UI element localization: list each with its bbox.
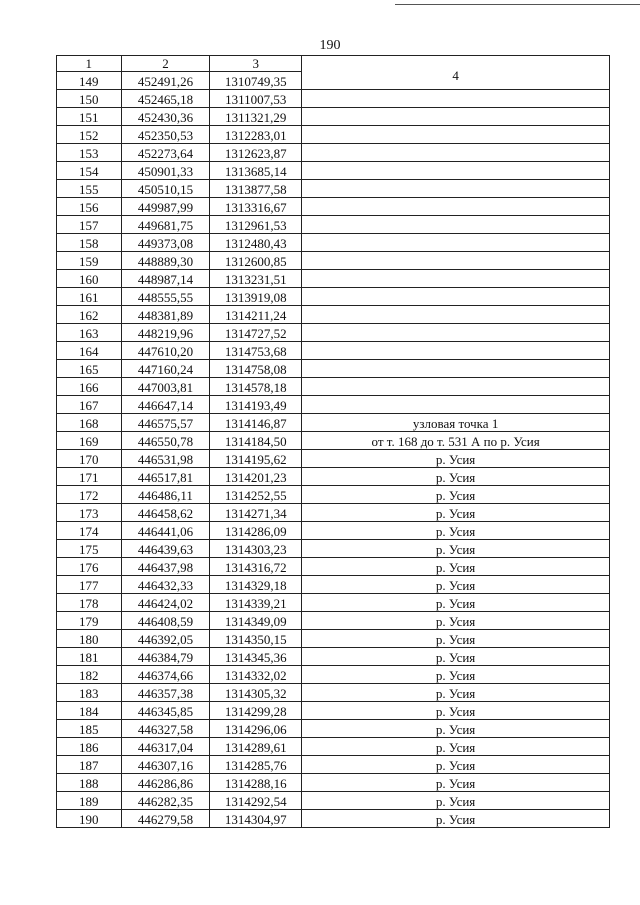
row-description (302, 288, 610, 306)
table-row (57, 486, 610, 504)
row-y-coordinate: 1312283,01 (210, 126, 302, 144)
row-point-number: 152 (57, 126, 122, 144)
table-row (57, 288, 610, 306)
row-point-number: 179 (57, 612, 122, 630)
row-description (302, 126, 610, 144)
row-description: р. Усия (302, 792, 610, 810)
row-y-coordinate: 1314316,72 (210, 558, 302, 576)
row-description (302, 324, 610, 342)
table-header-row (57, 56, 610, 72)
row-x-coordinate: 446550,78 (121, 432, 210, 450)
row-x-coordinate: 446286,86 (121, 774, 210, 792)
row-x-coordinate: 446439,63 (121, 540, 210, 558)
row-x-coordinate: 446437,98 (121, 558, 210, 576)
row-description: р. Усия (302, 756, 610, 774)
row-y-coordinate: 1314296,06 (210, 720, 302, 738)
table-row (57, 612, 610, 630)
row-y-coordinate: 1311321,29 (210, 108, 302, 126)
table-row (57, 90, 610, 108)
row-x-coordinate: 446575,57 (121, 414, 210, 432)
row-description: р. Усия (302, 684, 610, 702)
row-x-coordinate: 446432,33 (121, 576, 210, 594)
row-description: р. Усия (302, 594, 610, 612)
row-point-number: 156 (57, 198, 122, 216)
row-description (302, 234, 610, 252)
row-point-number: 180 (57, 630, 122, 648)
header-col-3: 3 (210, 56, 302, 72)
row-point-number: 189 (57, 792, 122, 810)
table-row (57, 414, 610, 432)
row-x-coordinate: 447610,20 (121, 342, 210, 360)
row-x-coordinate: 452465,18 (121, 90, 210, 108)
row-description: р. Усия (302, 666, 610, 684)
row-point-number: 150 (57, 90, 122, 108)
row-x-coordinate: 446307,16 (121, 756, 210, 774)
row-description: от т. 168 до т. 531 А по р. Усия (302, 432, 610, 450)
row-description: р. Усия (302, 720, 610, 738)
row-description: р. Усия (302, 522, 610, 540)
row-point-number: 185 (57, 720, 122, 738)
table-row (57, 342, 610, 360)
row-x-coordinate: 447003,81 (121, 378, 210, 396)
row-description (302, 270, 610, 288)
coordinates-table (56, 55, 610, 828)
row-x-coordinate: 448889,30 (121, 252, 210, 270)
row-description (302, 216, 610, 234)
row-y-coordinate: 1312623,87 (210, 144, 302, 162)
row-y-coordinate: 1314201,23 (210, 468, 302, 486)
row-description: р. Усия (302, 540, 610, 558)
row-point-number: 169 (57, 432, 122, 450)
row-description: р. Усия (302, 630, 610, 648)
row-description (302, 342, 610, 360)
row-point-number: 174 (57, 522, 122, 540)
row-point-number: 166 (57, 378, 122, 396)
row-y-coordinate: 1314753,68 (210, 342, 302, 360)
row-y-coordinate: 1314285,76 (210, 756, 302, 774)
row-point-number: 168 (57, 414, 122, 432)
row-x-coordinate: 446279,58 (121, 810, 210, 828)
row-point-number: 177 (57, 576, 122, 594)
row-point-number: 190 (57, 810, 122, 828)
row-point-number: 182 (57, 666, 122, 684)
table-row (57, 630, 610, 648)
row-x-coordinate: 449681,75 (121, 216, 210, 234)
row-point-number: 153 (57, 144, 122, 162)
row-description: р. Усия (302, 576, 610, 594)
row-y-coordinate: 1310749,35 (210, 72, 302, 90)
row-x-coordinate: 446384,79 (121, 648, 210, 666)
top-edge-rule (395, 4, 640, 5)
row-point-number: 187 (57, 756, 122, 774)
row-point-number: 161 (57, 288, 122, 306)
row-x-coordinate: 448381,89 (121, 306, 210, 324)
row-x-coordinate: 452491,26 (121, 72, 210, 90)
row-y-coordinate: 1314345,36 (210, 648, 302, 666)
row-y-coordinate: 1314184,50 (210, 432, 302, 450)
row-description: р. Усия (302, 558, 610, 576)
row-x-coordinate: 446424,02 (121, 594, 210, 612)
row-point-number: 183 (57, 684, 122, 702)
row-y-coordinate: 1314578,18 (210, 378, 302, 396)
row-x-coordinate: 448987,14 (121, 270, 210, 288)
row-x-coordinate: 447160,24 (121, 360, 210, 378)
row-y-coordinate: 1314304,97 (210, 810, 302, 828)
row-y-coordinate: 1314727,52 (210, 324, 302, 342)
row-y-coordinate: 1311007,53 (210, 90, 302, 108)
row-point-number: 155 (57, 180, 122, 198)
row-x-coordinate: 448219,96 (121, 324, 210, 342)
row-point-number: 173 (57, 504, 122, 522)
row-description: р. Усия (302, 738, 610, 756)
row-x-coordinate: 449373,08 (121, 234, 210, 252)
table-row (57, 576, 610, 594)
row-y-coordinate: 1313685,14 (210, 162, 302, 180)
row-y-coordinate: 1314289,61 (210, 738, 302, 756)
row-point-number: 165 (57, 360, 122, 378)
row-x-coordinate: 446408,59 (121, 612, 210, 630)
row-point-number: 151 (57, 108, 122, 126)
header-col-2: 2 (121, 56, 210, 72)
table-row (57, 198, 610, 216)
row-x-coordinate: 449987,99 (121, 198, 210, 216)
row-description (302, 396, 610, 414)
header-col-1: 1 (57, 56, 122, 72)
coordinates-table-body (57, 56, 610, 828)
table-row (57, 666, 610, 684)
row-point-number: 149 (57, 72, 122, 90)
row-point-number: 188 (57, 774, 122, 792)
table-row (57, 540, 610, 558)
table-row (57, 306, 610, 324)
header-col-4-label: 4 (452, 67, 459, 83)
row-point-number: 175 (57, 540, 122, 558)
row-y-coordinate: 1314339,21 (210, 594, 302, 612)
row-point-number: 181 (57, 648, 122, 666)
row-description: р. Усия (302, 612, 610, 630)
table-row (57, 432, 610, 450)
row-x-coordinate: 446441,06 (121, 522, 210, 540)
row-point-number: 164 (57, 342, 122, 360)
row-point-number: 163 (57, 324, 122, 342)
row-x-coordinate: 446327,58 (121, 720, 210, 738)
row-description: р. Усия (302, 450, 610, 468)
table-row (57, 234, 610, 252)
table-row (57, 216, 610, 234)
row-description: узловая точка 1 (302, 414, 610, 432)
row-y-coordinate: 1312600,85 (210, 252, 302, 270)
row-y-coordinate: 1312480,43 (210, 234, 302, 252)
table-row (57, 360, 610, 378)
row-description (302, 252, 610, 270)
table-row (57, 468, 610, 486)
table-row (57, 594, 610, 612)
row-point-number: 170 (57, 450, 122, 468)
row-point-number: 172 (57, 486, 122, 504)
table-row (57, 756, 610, 774)
table-row (57, 162, 610, 180)
row-y-coordinate: 1314329,18 (210, 576, 302, 594)
row-description (302, 360, 610, 378)
row-y-coordinate: 1314349,09 (210, 612, 302, 630)
row-x-coordinate: 452350,53 (121, 126, 210, 144)
table-row (57, 396, 610, 414)
table-row (57, 684, 610, 702)
row-description (302, 306, 610, 324)
row-x-coordinate: 446531,98 (121, 450, 210, 468)
table-row (57, 180, 610, 198)
row-description: р. Усия (302, 486, 610, 504)
row-y-coordinate: 1314288,16 (210, 774, 302, 792)
row-description: р. Усия (302, 468, 610, 486)
row-description: р. Усия (302, 702, 610, 720)
table-row (57, 648, 610, 666)
row-point-number: 186 (57, 738, 122, 756)
row-description (302, 162, 610, 180)
table-row (57, 774, 610, 792)
table-row (57, 324, 610, 342)
table-row (57, 558, 610, 576)
row-point-number: 160 (57, 270, 122, 288)
row-x-coordinate: 446345,85 (121, 702, 210, 720)
row-description: р. Усия (302, 648, 610, 666)
table-row (57, 504, 610, 522)
row-y-coordinate: 1314193,49 (210, 396, 302, 414)
header-col-4 (302, 56, 610, 90)
row-description (302, 90, 610, 108)
row-x-coordinate: 446374,66 (121, 666, 210, 684)
row-point-number: 176 (57, 558, 122, 576)
row-point-number: 167 (57, 396, 122, 414)
row-description (302, 108, 610, 126)
table-row (57, 108, 610, 126)
table-row (57, 252, 610, 270)
row-y-coordinate: 1312961,53 (210, 216, 302, 234)
row-y-coordinate: 1313919,08 (210, 288, 302, 306)
table-row (57, 792, 610, 810)
row-point-number: 154 (57, 162, 122, 180)
row-x-coordinate: 446458,62 (121, 504, 210, 522)
row-y-coordinate: 1314211,24 (210, 306, 302, 324)
row-y-coordinate: 1314286,09 (210, 522, 302, 540)
row-y-coordinate: 1313316,67 (210, 198, 302, 216)
row-x-coordinate: 448555,55 (121, 288, 210, 306)
row-description: р. Усия (302, 810, 610, 828)
row-point-number: 159 (57, 252, 122, 270)
row-point-number: 184 (57, 702, 122, 720)
row-x-coordinate: 450510,15 (121, 180, 210, 198)
row-x-coordinate: 452273,64 (121, 144, 210, 162)
row-y-coordinate: 1314350,15 (210, 630, 302, 648)
row-y-coordinate: 1314305,32 (210, 684, 302, 702)
table-row (57, 738, 610, 756)
row-x-coordinate: 446647,14 (121, 396, 210, 414)
table-row (57, 144, 610, 162)
row-description: р. Усия (302, 504, 610, 522)
row-point-number: 162 (57, 306, 122, 324)
row-description: р. Усия (302, 774, 610, 792)
row-point-number: 178 (57, 594, 122, 612)
row-y-coordinate: 1314146,87 (210, 414, 302, 432)
table-row (57, 810, 610, 828)
table-row (57, 522, 610, 540)
row-y-coordinate: 1314332,02 (210, 666, 302, 684)
row-y-coordinate: 1314303,23 (210, 540, 302, 558)
row-x-coordinate: 446486,11 (121, 486, 210, 504)
row-description (302, 378, 610, 396)
row-point-number: 171 (57, 468, 122, 486)
row-y-coordinate: 1313877,58 (210, 180, 302, 198)
table-row (57, 378, 610, 396)
row-x-coordinate: 446357,38 (121, 684, 210, 702)
table-row (57, 720, 610, 738)
row-x-coordinate: 446317,04 (121, 738, 210, 756)
table-row (57, 702, 610, 720)
row-description (302, 144, 610, 162)
row-description (302, 180, 610, 198)
row-y-coordinate: 1313231,51 (210, 270, 302, 288)
row-x-coordinate: 450901,33 (121, 162, 210, 180)
table-row (57, 450, 610, 468)
row-y-coordinate: 1314195,62 (210, 450, 302, 468)
row-x-coordinate: 452430,36 (121, 108, 210, 126)
table-row (57, 126, 610, 144)
row-y-coordinate: 1314271,34 (210, 504, 302, 522)
page-number: 190 (319, 38, 341, 53)
row-y-coordinate: 1314299,28 (210, 702, 302, 720)
row-x-coordinate: 446392,05 (121, 630, 210, 648)
row-point-number: 157 (57, 216, 122, 234)
row-x-coordinate: 446517,81 (121, 468, 210, 486)
row-y-coordinate: 1314758,08 (210, 360, 302, 378)
row-y-coordinate: 1314292,54 (210, 792, 302, 810)
table-row (57, 270, 610, 288)
row-point-number: 158 (57, 234, 122, 252)
row-x-coordinate: 446282,35 (121, 792, 210, 810)
row-y-coordinate: 1314252,55 (210, 486, 302, 504)
row-description (302, 198, 610, 216)
